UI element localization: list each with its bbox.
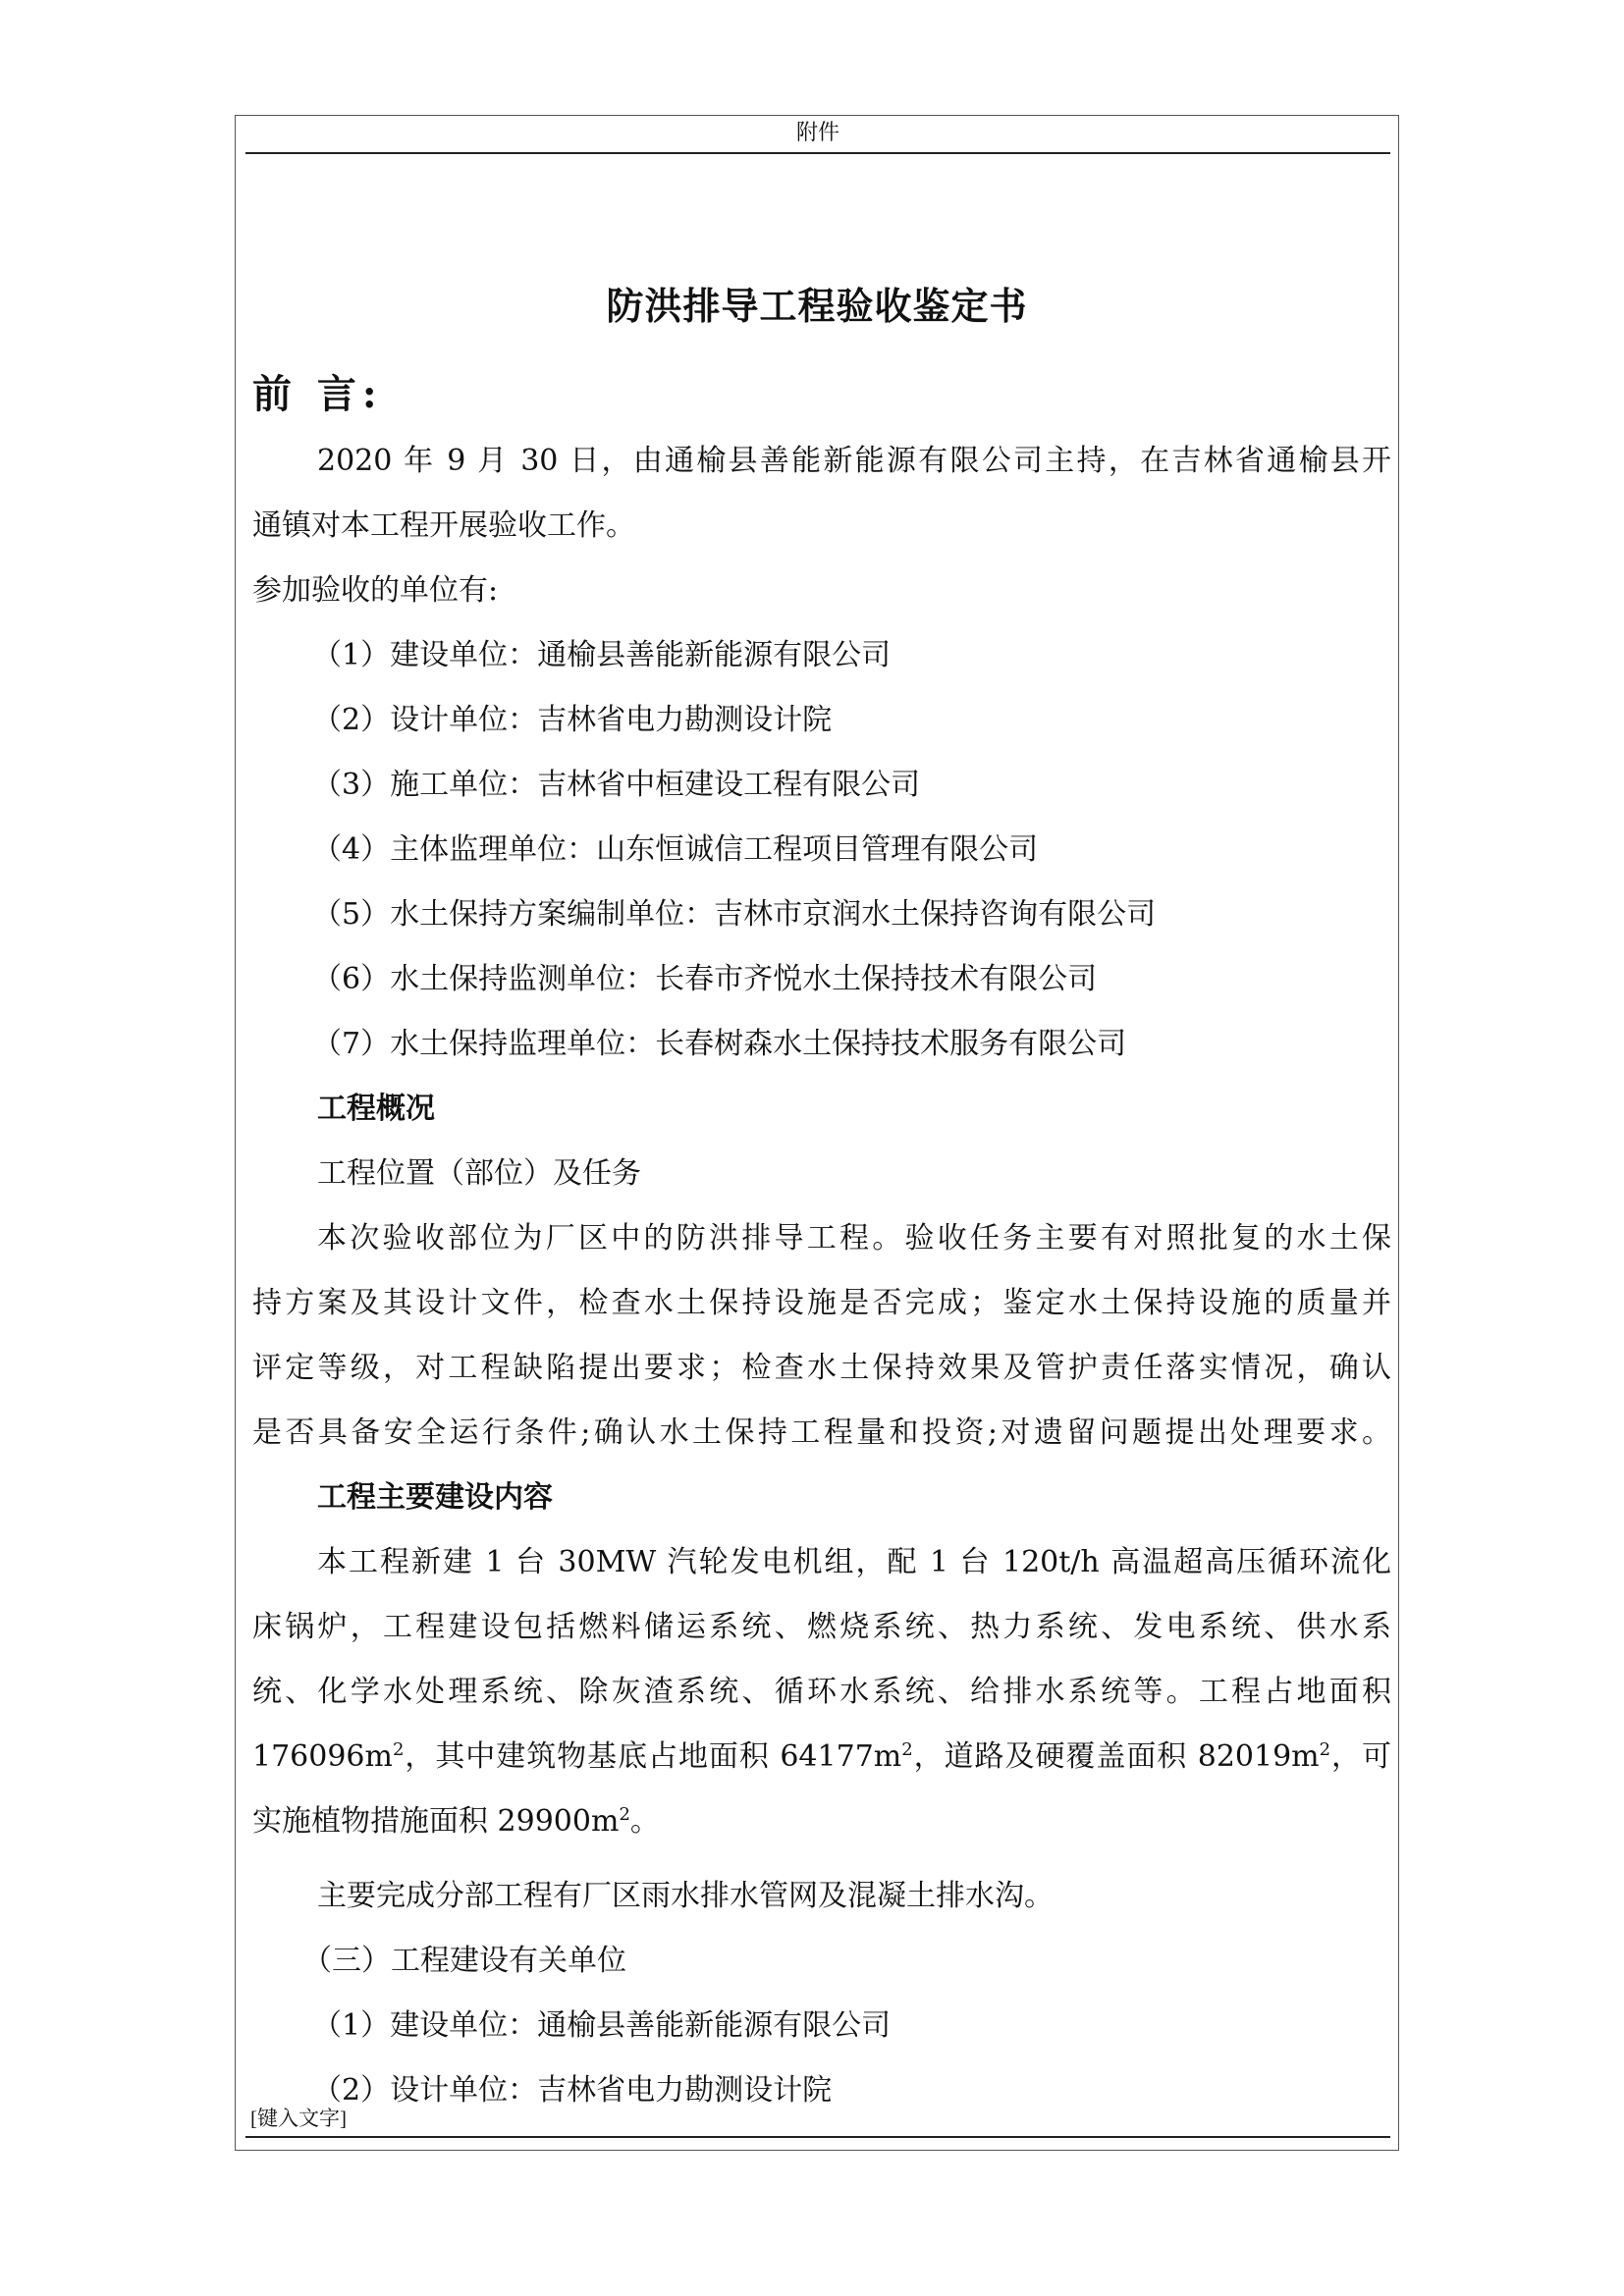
unit-item: （1）建设单位：通榆县善能新能源有限公司 bbox=[312, 2008, 892, 2043]
area-unit-sup: 2 bbox=[1319, 1739, 1331, 1760]
task-line: 评定等级，对工程缺陷提出要求；检查水土保持效果及管护责任落实情况，确认 bbox=[252, 1351, 1391, 1385]
area-total: 176096m bbox=[252, 1739, 393, 1774]
participant-item: （7）水土保持监理单位：长春树森水土保持技术服务有限公司 bbox=[312, 1027, 1127, 1061]
area-line bbox=[252, 1735, 1391, 1779]
area-text: ，其中建筑物基底占地面积 bbox=[404, 1739, 781, 1774]
content-heading: 工程主要建设内容 bbox=[317, 1480, 553, 1515]
participant-item: （4）主体监理单位：山东恒诚信工程项目管理有限公司 bbox=[312, 832, 1039, 867]
area-text: ，道路及硬覆盖面积 bbox=[912, 1739, 1198, 1774]
document-title: 防洪排导工程验收鉴定书 bbox=[606, 284, 1028, 328]
page-header: 附件 bbox=[795, 121, 839, 145]
area-unit-sup: 2 bbox=[392, 1739, 405, 1760]
unit-item: （2）设计单位：吉林省电力勘测设计院 bbox=[312, 2073, 833, 2108]
participant-item: （6）水土保持监测单位：长春市齐悦水土保持技术有限公司 bbox=[312, 962, 1098, 996]
page-border bbox=[235, 115, 1399, 2151]
participant-item: （2）设计单位：吉林省电力勘测设计院 bbox=[312, 703, 833, 737]
participants-label: 参加验收的单位有: bbox=[252, 573, 499, 608]
intro-line-1: 2020 年 9 月 30 日，由通榆县善能新能源有限公司主持，在吉林省通榆县开 bbox=[317, 444, 1391, 478]
participant-item: （1）建设单位：通榆县善能新能源有限公司 bbox=[312, 638, 892, 672]
intro-line-2: 通镇对本工程开展验收工作。 bbox=[252, 508, 635, 543]
page-footer: [键入文字] bbox=[250, 2107, 347, 2130]
area-unit-sup: 2 bbox=[619, 1804, 630, 1825]
content-line: 本工程新建 1 台 30MW 汽轮发电机组，配 1 台 120t/h 高温超高压循环流化 bbox=[317, 1545, 1391, 1579]
area-unit-sup: 2 bbox=[901, 1739, 913, 1760]
content-line: 床锅炉，工程建设包括燃料储运系统、燃烧系统、热力系统、发电系统、供水系 bbox=[252, 1610, 1391, 1644]
footer-rule bbox=[245, 2136, 1390, 2138]
task-line: 本次验收部位为厂区中的防洪排导工程。验收任务主要有对照批复的水土保 bbox=[317, 1221, 1391, 1255]
area-plant: 29900m bbox=[497, 1804, 620, 1839]
preface-heading: 前 言: bbox=[252, 371, 383, 417]
area-text: 。 bbox=[629, 1804, 660, 1839]
content-line: 统、化学水处理系统、除灰渣系统、循环水系统、给排水系统等。工程占地面积 bbox=[252, 1675, 1391, 1709]
completed-works: 主要完成分部工程有厂区雨水排水管网及混凝土排水沟。 bbox=[317, 1879, 1054, 1913]
area-text: 实施植物措施面积 bbox=[252, 1804, 498, 1839]
participant-item: （3）施工单位：吉林省中桓建设工程有限公司 bbox=[312, 768, 921, 802]
area-building: 64177m bbox=[780, 1739, 902, 1774]
task-line: 持方案及其设计文件，检查水土保持设施是否完成；鉴定水土保持设施的质量并 bbox=[252, 1286, 1391, 1320]
area-line-2 bbox=[252, 1800, 660, 1843]
overview-heading: 工程概况 bbox=[317, 1092, 435, 1126]
area-road: 82019m bbox=[1197, 1739, 1320, 1774]
header-rule bbox=[245, 152, 1390, 154]
task-line: 是否具备安全运行条件;确认水土保持工程量和投资;对遗留问题提出处理要求。 bbox=[252, 1415, 1391, 1450]
participant-item: （5）水土保持方案编制单位：吉林市京润水土保持咨询有限公司 bbox=[312, 897, 1157, 932]
location-heading: 工程位置（部位）及任务 bbox=[317, 1156, 641, 1191]
area-text: ，可 bbox=[1330, 1739, 1391, 1774]
units-heading: （三）工程建设有关单位 bbox=[302, 1944, 626, 1978]
